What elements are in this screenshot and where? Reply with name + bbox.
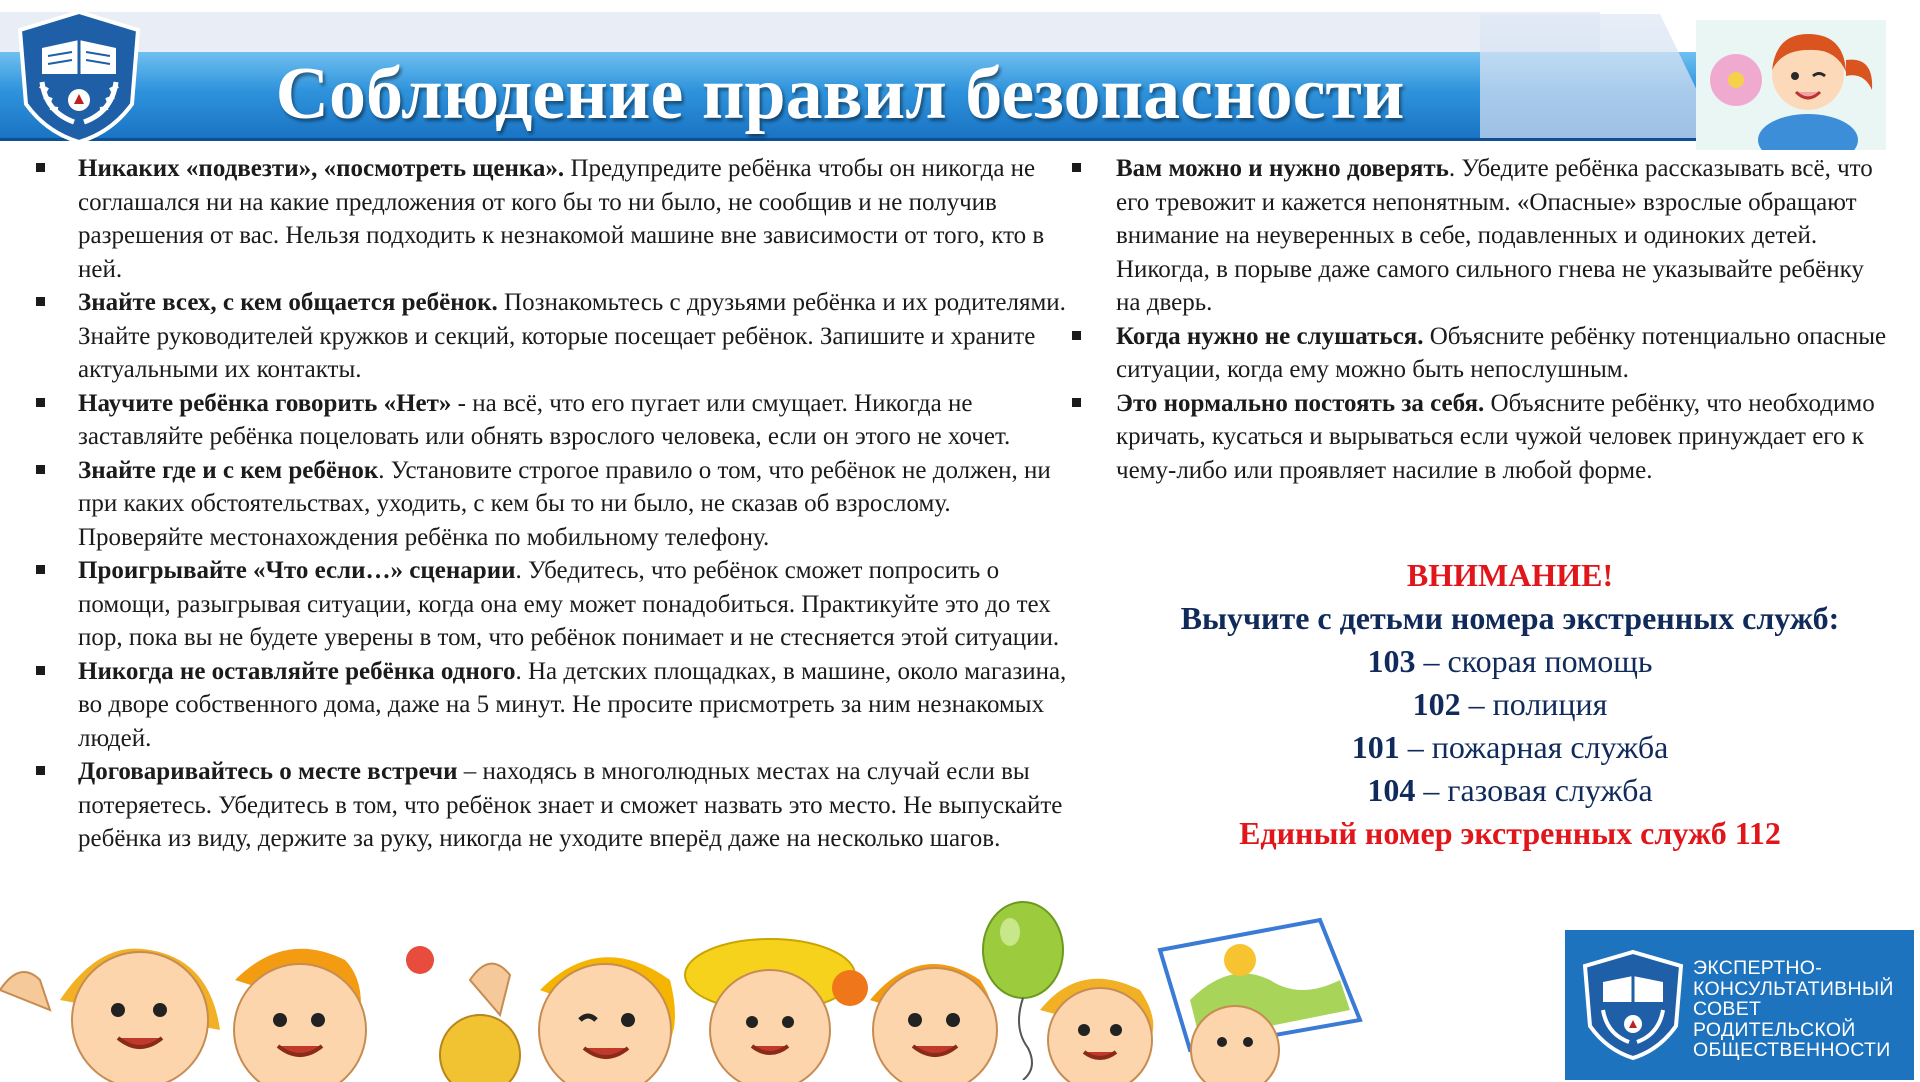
attention-title: ВНИМАНИЕ xyxy=(1406,557,1603,593)
logo-text-line: СОВЕТ xyxy=(1693,998,1762,1020)
attention-heading xyxy=(1100,554,1920,597)
emergency-number-row xyxy=(1100,640,1920,683)
list-item xyxy=(32,286,1067,387)
logo-text-line: ЭКСПЕРТНО- xyxy=(1693,957,1823,979)
square-bullet-icon xyxy=(36,297,45,306)
list-item xyxy=(1072,387,1892,488)
council-emblem-icon xyxy=(12,8,146,146)
emergency-service: – скорая помощь xyxy=(1415,643,1653,679)
rule-text: . На детских площадках, в машине, около магазина, во дворе собственного дома, даже на 5 минут. Не просите присмотреть за ним незнакомых людей. xyxy=(78,657,1067,752)
square-bullet-icon xyxy=(1072,331,1081,340)
list-item xyxy=(32,152,1067,286)
rule-text: . Установите строгое правило о том, что ребёнок не должен, ни при каких обстоятельствах, уходить, с кем бы то ни было, не сказав об взрослому. Проверяйте местонахождения ребёнка по мобильному телефону. xyxy=(78,456,1051,551)
rule-text: Предупредите ребёнка чтобы он никогда не соглашался ни на какие предложения от кого бы то ни было, не сообщив и не получив разрешения от вас. Нельзя подходить к незнакомой машине вне зависимости от того, кто в ней. xyxy=(78,155,1045,283)
emergency-number-row xyxy=(1100,726,1920,769)
rule-text: . Убедите ребёнка рассказывать всё, что его тревожит и кажется непонятным. «Опасные» взрослые обращают внимание на неуверенных в себе, подавленных и одиноких детей. Никогда, в порыве даже самого сильного гнева не указывайте ребёнку на дверь. xyxy=(1116,155,1873,316)
balloon-icon xyxy=(978,900,1068,1080)
unified-emergency-number: Единый номер экстренных служб 112 xyxy=(1239,815,1781,851)
attention-subtitle: Выучите с детьми номера экстренных служб: xyxy=(1180,600,1840,636)
page-title: Соблюдение правил безопасности xyxy=(275,53,1405,135)
council-emblem-icon xyxy=(1579,948,1687,1062)
square-bullet-icon xyxy=(36,465,45,474)
list-item xyxy=(1072,320,1892,387)
emergency-number-row xyxy=(1100,769,1920,812)
left-rules-column xyxy=(32,152,1067,856)
square-bullet-icon xyxy=(36,666,45,675)
square-bullet-icon xyxy=(36,163,45,172)
right-rules-list xyxy=(1072,152,1892,487)
list-item xyxy=(1072,152,1892,320)
rule-heading: Вам можно и нужно доверять xyxy=(1116,155,1449,182)
rule-text: Объясните ребёнку, что необходимо кричать, кусаться и вырываться если чужой человек принуждает его к чему-либо или проявляет насилие в любой форме. xyxy=(1116,389,1875,484)
emergency-number: 102 xyxy=(1412,686,1461,722)
square-bullet-icon xyxy=(36,766,45,775)
rule-heading: Это нормально постоять за себя. xyxy=(1116,389,1485,417)
list-item xyxy=(32,454,1067,555)
logo-text-line: КОНСУЛЬТАТИВНЫЙ xyxy=(1693,977,1894,1000)
rule-heading: Когда нужно не слушаться. xyxy=(1116,322,1424,350)
emergency-number: 103 xyxy=(1367,643,1416,679)
rule-text: Объясните ребёнку потенциально опасные ситуации, когда ему можно быть непослушным. xyxy=(1116,322,1887,383)
right-rules-column xyxy=(1072,152,1892,487)
rule-text: - на всё, что его пугает или смущает. Никогда не заставляйте ребёнка поцеловать или обнять взрослого человека, если он этого не хочет. xyxy=(78,389,1011,450)
square-bullet-icon xyxy=(1072,163,1081,172)
children-faces-illustration xyxy=(0,880,1440,1082)
emergency-number: 101 xyxy=(1351,729,1400,765)
rule-heading: Никаких «подвезти», «посмотреть щенка». xyxy=(78,155,565,182)
attention-exclamation: ! xyxy=(1602,557,1614,593)
rule-text: – находясь в многолюдных местах на случай если вы потеряетесь. Убедитесь в том, что ребёнок знает и сможет назвать это место. Не выпускайте ребёнка из виду, держите за руку, никогда не уходите вперёд даже на несколько шагов. xyxy=(78,758,1063,852)
list-item xyxy=(32,387,1067,454)
girl-with-flower-illustration xyxy=(1696,20,1886,150)
square-bullet-icon xyxy=(36,565,45,574)
rule-heading: Никогда не оставляйте ребёнка одного xyxy=(78,657,516,685)
rule-heading: Договаривайтесь о месте встречи xyxy=(78,758,458,785)
rule-heading: Научите ребёнка говорить «Нет» xyxy=(78,389,452,417)
emergency-number: 104 xyxy=(1367,772,1416,808)
emergency-numbers-block xyxy=(1100,554,1920,855)
list-item xyxy=(32,554,1067,655)
council-logo-text xyxy=(1693,958,1913,1061)
emergency-number-row xyxy=(1100,683,1920,726)
list-item xyxy=(32,655,1067,756)
left-rules-list xyxy=(32,152,1067,856)
logo-text-line: ОБЩЕСТВЕННОСТИ xyxy=(1693,1039,1891,1061)
square-bullet-icon xyxy=(1072,398,1081,407)
emergency-service: – полиция xyxy=(1460,686,1608,722)
rule-text: . Убедитесь, что ребёнок сможет попросить о помощи, разыгрывая ситуации, когда она ему может понадобиться. Практикуйте это до тех пор, пока вы не будете уверены в том, что ребёнок понимает и не стесняется этой ситуации. xyxy=(78,557,1060,651)
square-bullet-icon xyxy=(36,398,45,407)
list-item xyxy=(32,755,1067,856)
emergency-service: – пожарная служба xyxy=(1399,729,1669,765)
rule-text: Познакомьтесь с друзьями ребёнка и их родителями. Знайте руководителей кружков и секций, которые посещает ребёнок. Запишите и храните актуальными их контакты. xyxy=(78,289,1066,383)
emergency-service: – газовая служба xyxy=(1415,772,1653,808)
rule-heading: Знайте всех, с кем общается ребёнок. xyxy=(78,289,498,316)
logo-text-line: РОДИТЕЛЬСКОЙ xyxy=(1693,1018,1856,1041)
rule-heading: Знайте где и с кем ребёнок xyxy=(78,456,379,484)
rule-heading: Проигрывайте «Что если…» сценарии xyxy=(78,557,516,584)
